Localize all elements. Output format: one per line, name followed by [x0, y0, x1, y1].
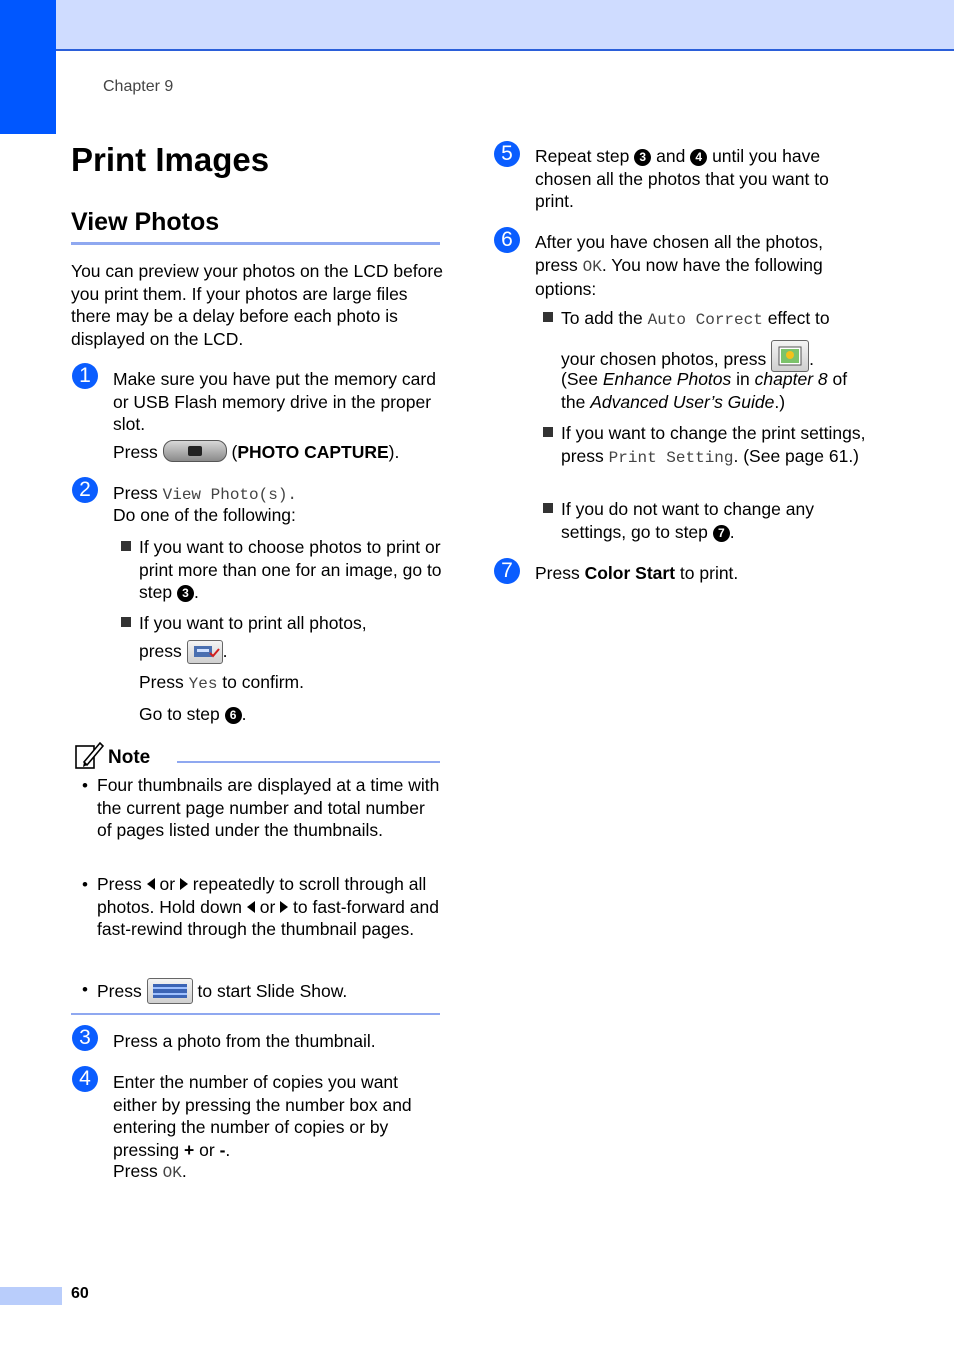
- step-number-7: 7: [494, 558, 520, 584]
- paren: ).: [388, 442, 400, 462]
- opt1-text: To add the: [561, 308, 643, 328]
- ok-key: OK: [582, 257, 602, 276]
- left-arrow-icon: [247, 901, 255, 913]
- step5-text: [535, 145, 865, 213]
- step-ref-3: 3: [634, 149, 651, 166]
- minus-key: -: [219, 1139, 226, 1160]
- goto-text: Go to step: [139, 704, 220, 724]
- footer-tab: [0, 1287, 62, 1305]
- slideshow-text: to start Slide Show.: [197, 981, 348, 1001]
- or-text: or: [199, 1139, 215, 1160]
- opt1-effect: effect to: [767, 308, 830, 328]
- step2-goto: Go to step 6 .: [139, 704, 247, 724]
- in-text: in: [736, 369, 750, 389]
- photo-capture-label: PHOTO CAPTURE: [237, 442, 389, 462]
- chapter-ref: chapter 8: [754, 369, 828, 389]
- or-text: or: [159, 874, 176, 894]
- header-band: [0, 0, 954, 51]
- press-label: press: [139, 641, 182, 661]
- guide-ref: Advanced User’s Guide: [590, 391, 775, 412]
- menu-view-photos: View Photo(s).: [162, 486, 298, 504]
- press-label: Press: [97, 874, 142, 894]
- bullet-square: [543, 427, 553, 437]
- step1-text: Make sure you have put the memory card or USB Flash memory drive in the proper slot.: [113, 369, 436, 434]
- step6-intro: After you have chosen all the photos, press: [535, 232, 823, 275]
- step-number-5: 5: [494, 141, 520, 167]
- step2-press-label: Press: [113, 483, 158, 503]
- opt2-see: (See page 61.): [743, 445, 860, 466]
- opt2-text: If you want to change the print settings, press: [561, 423, 866, 466]
- print-setting-key: Print Setting: [608, 448, 734, 467]
- step-number-4: 4: [72, 1066, 98, 1092]
- step-ref-6: 6: [225, 707, 242, 724]
- step4-body: Enter the number of copies you want either by pressing the number box and entering the number of copies or by pressing: [113, 1072, 412, 1160]
- note-bullet: •: [82, 980, 88, 999]
- ok-key: OK: [162, 1164, 182, 1182]
- note-pencil-icon: [74, 740, 104, 770]
- end-text: .): [774, 391, 786, 412]
- yes-key: Yes: [188, 675, 218, 693]
- step2-confirm: [139, 671, 443, 696]
- print-all-icon: [187, 640, 223, 664]
- opt3-text: If you do not want to change any settings, go to step: [561, 499, 814, 542]
- step6-text: [535, 231, 865, 301]
- step-ref-7: 7: [713, 525, 730, 542]
- step-number-3: 3: [72, 1025, 98, 1051]
- plus-key: +: [184, 1139, 195, 1160]
- step-number-1: 1: [72, 363, 98, 389]
- note-item-3: [97, 978, 442, 1004]
- note-label: Note: [108, 747, 151, 768]
- note-bullet: •: [82, 875, 88, 894]
- opt1-press: your chosen photos, press: [561, 349, 767, 369]
- note-item-1: Four thumbnails are displayed at a time with the current page number and total number of pages listed under the thumbnails.: [97, 775, 440, 840]
- bullet-square: [121, 617, 131, 627]
- step-number-6: 6: [494, 227, 520, 253]
- color-start-key: Color Start: [584, 563, 676, 583]
- note-rule-top: [177, 761, 440, 763]
- step2-line2: Do one of the following:: [113, 505, 296, 525]
- step2-option-b: If you want to print all photos,: [139, 613, 367, 633]
- section-title: View Photos: [71, 208, 220, 236]
- confirm-text: to confirm.: [222, 672, 304, 692]
- page-title: Print Images: [71, 141, 270, 178]
- step-ref-3: 3: [177, 585, 194, 602]
- paren: (: [231, 442, 238, 462]
- enhance-photos-ref: Enhance Photos: [602, 369, 732, 389]
- repeat-text: Repeat step: [535, 146, 630, 166]
- step1-press-label: Press: [113, 442, 158, 462]
- of-text: of the: [561, 369, 848, 412]
- option-auto-correct-press: your chosen photos, press .: [561, 340, 871, 372]
- press-label: Press: [139, 672, 184, 692]
- bullet-square: [543, 312, 553, 322]
- press-label: Press: [113, 1161, 158, 1181]
- step2-press: [113, 482, 443, 507]
- press-label: Press: [97, 981, 142, 1001]
- right-arrow-icon: [280, 901, 288, 913]
- chapter-tab: [0, 0, 56, 134]
- bullet-square: [543, 503, 553, 513]
- bullet-square: [121, 541, 131, 551]
- note-bullet: •: [82, 776, 88, 795]
- step3-text: Press a photo from the thumbnail.: [113, 1031, 376, 1051]
- step2-option-b-press: press .: [139, 640, 443, 664]
- and-text: and: [656, 146, 686, 166]
- left-arrow-icon: [147, 878, 155, 890]
- page-number: 60: [71, 1285, 89, 1302]
- step7-text: [535, 562, 865, 585]
- note-rule-bottom: [71, 1013, 440, 1015]
- see-text: (See: [561, 369, 598, 389]
- chapter-label: Chapter 9: [103, 78, 174, 95]
- slide-show-icon: [147, 978, 193, 1004]
- step6-options-text: . You now have the following options:: [535, 254, 823, 299]
- right-arrow-icon: [180, 878, 188, 890]
- step4-press: Press OK.: [113, 1161, 187, 1182]
- step2-option-a: If you want to choose photos to print or print more than one for an image, go to step 3 .: [139, 537, 442, 602]
- intro-paragraph: You can preview your photos on the LCD before you print them. If your photos are large files there may be a delay before each photo is displayed on the LCD.: [71, 261, 443, 349]
- step-number-2: 2: [72, 477, 98, 503]
- option-auto-correct: [561, 307, 871, 332]
- scroll-text: repeatedly to scroll through all photos. Hold down: [97, 874, 427, 917]
- to-print-text: to print.: [679, 563, 739, 583]
- photo-capture-button-icon: [163, 440, 227, 462]
- step4-text: Enter the number of copies you want either by pressing the number box and entering the number of copies or by pressing + or -.: [113, 1072, 412, 1160]
- option-print-setting: If you want to change the print settings, press Print Setting. (See page 61.): [561, 423, 866, 467]
- section-rule: [71, 242, 440, 245]
- step-ref-4: 4: [690, 149, 707, 166]
- or-text: or: [259, 896, 276, 917]
- auto-correct-key: Auto Correct: [647, 311, 763, 329]
- press-label: Press: [535, 563, 580, 583]
- option-no-change: If you do not want to change any settings, go to step 7 .: [561, 499, 814, 542]
- until-text: until you have chosen all the photos that you want to print.: [535, 146, 829, 211]
- option-auto-correct-see: [561, 368, 871, 413]
- step1-press: [113, 440, 443, 464]
- note-item-2: [97, 873, 442, 941]
- option-a-text: If you want to choose photos to print or print more than one for an image, go to step: [139, 537, 442, 602]
- ff-text: to fast-forward and fast-rewind through the thumbnail pages.: [97, 896, 439, 939]
